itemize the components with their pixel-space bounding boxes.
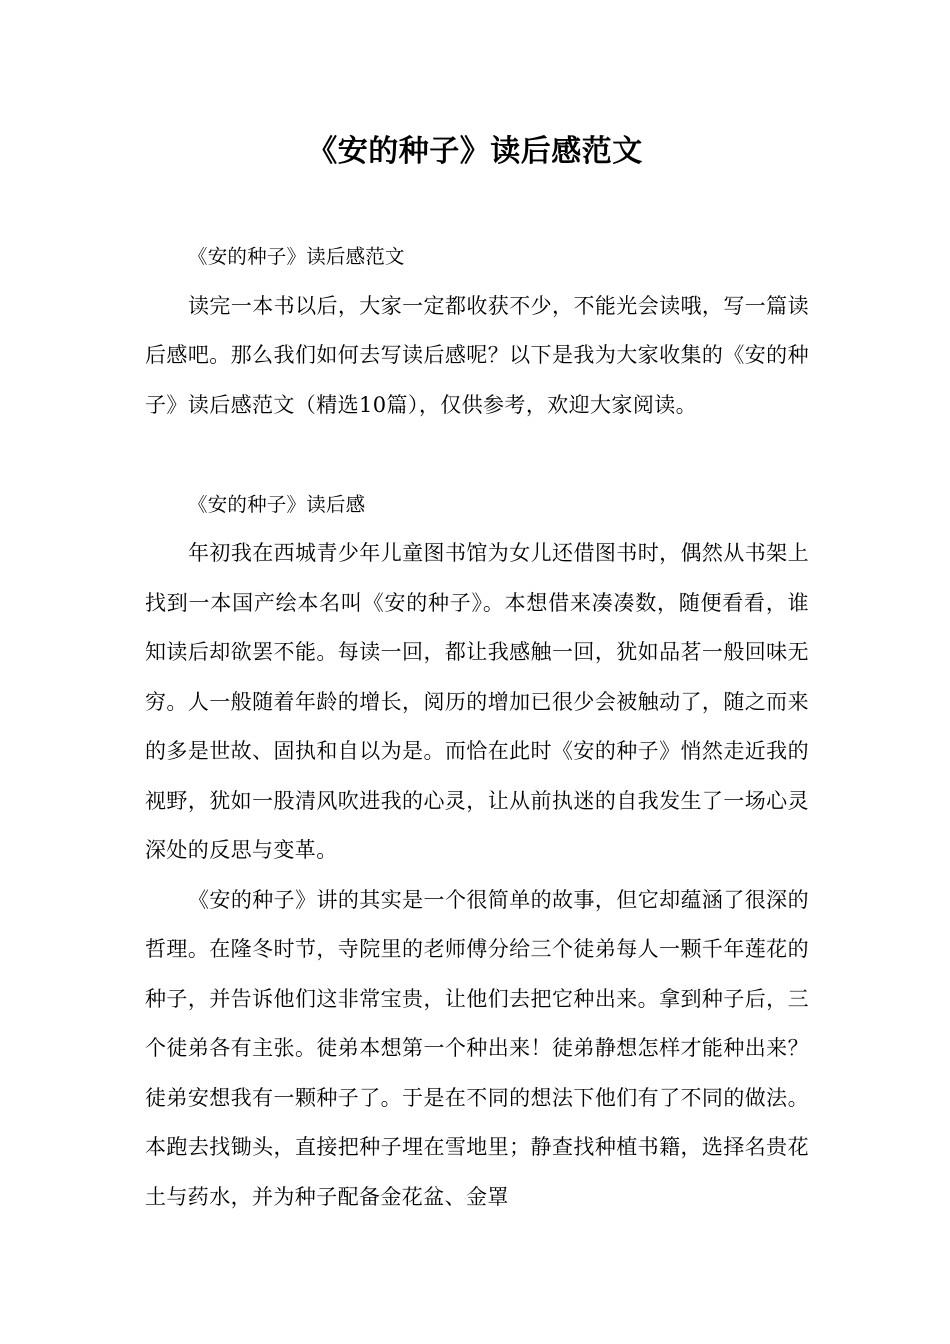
intro-paragraph: 读完一本书以后，大家一定都收获不少，不能光会读哦，写一篇读后感吧。那么我们如何去写读后感呢？以下是我为大家收集的《安的种子》读后感范文（精选10篇），仅供参考，欢迎大家阅读。 <box>145 293 809 417</box>
section-spacer <box>145 430 809 480</box>
body-paragraph-1: 年初我在西城青少年儿童图书馆为女儿还借图书时，偶然从书架上找到一本国产绘本名叫《安的种子》。本想借来凑凑数，随便看看，谁知读后却欲罢不能。每读一回，都让我感触一回，犹如品茗一般回味无穷。人一般随着年龄的增长，阅历的增加已很少会被触动了，随之而来的多是世故、固执和自以为是。而恰在此时《安的种子》悄然走近我的视野，犹如一股清风吹进我的心灵，让从前执迷的自我发生了一场心灵深处的反思与变革。 <box>145 541 809 862</box>
body-paragraph-2: 《安的种子》讲的其实是一个很简单的故事，但它却蕴涵了很深的哲理。在隆冬时节，寺院里的老师傅分给三个徒弟每人一颗千年莲花的种子，并告诉他们这非常宝贵，让他们去把它种出来。拿到种子后，三个徒弟各有主张。徒弟本想第一个种出来！徒弟静想怎样才能种出来？徒弟安想我有一颗种子了。于是在不同的想法下他们有了不同的做法。本跑去找锄头，直接把种子埋在雪地里；静查找种植书籍，选择名贵花土与药水，并为种子配备金花盆、金罩 <box>145 887 809 1209</box>
section-heading: 《安的种子》读后感 <box>188 492 366 516</box>
document-body <box>145 232 809 1222</box>
page-title: 《安的种子》读后感范文 <box>307 134 643 169</box>
intro-heading: 《安的种子》读后感范文 <box>188 245 405 268</box>
